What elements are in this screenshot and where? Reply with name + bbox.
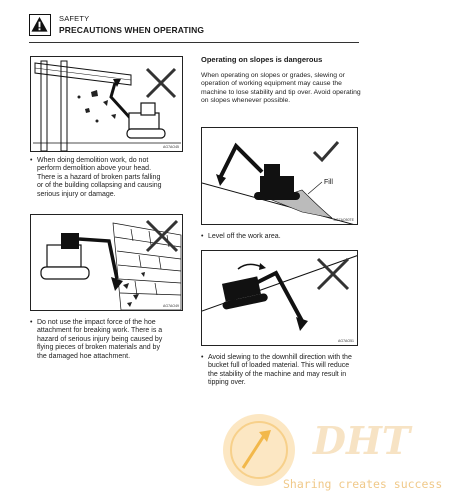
page-header [29,14,359,44]
warning-icon [29,14,51,36]
bullet: • [201,233,204,240]
slewing-downhill-caption: • Avoid slewing to the downhill direction with the bucket full of loaded material. This will reduce the stability of the machine and may result in tipping over. [201,354,352,387]
watermark-brand: DHT [313,418,411,463]
bullet: • [30,319,33,326]
demolition-overhead-figure [30,56,183,152]
slewing-downhill-figure [201,250,358,346]
header-divider [29,42,359,43]
slopes-heading: Operating on slopes is dangerous [201,55,323,64]
bullet: • [201,354,204,361]
section-label: SAFETY [59,14,90,23]
page-title: PRECAUTIONS WHEN OPERATING [59,25,205,35]
slopes-intro: When operating on slopes or grades, slewing or operation of working equipment may cause the machine to lose stability and tip over. Avoid operating on slopes whenever possible. [201,72,361,104]
bullet: • [30,157,33,164]
impact-force-caption: • Do not use the impact force of the hoe attachment for breaking work. There is a hazard of serious injury being caused by flying pieces of broken materials and by the damaged hoe attachment. [30,319,163,360]
watermark-logo-icon [215,410,470,492]
figure-code: AG7AO50TE [333,218,354,222]
figure-code: AG7AO49 [163,304,179,308]
watermark [215,410,470,492]
fill-label: Fill [324,179,333,186]
impact-force-figure [30,214,183,311]
level-work-area-figure [201,127,358,225]
level-work-area-caption: • Level off the work area. [201,233,281,240]
demolition-overhead-caption: • When doing demolition work, do not perform demolition above your head. There is a hazard of broken parts falling or of the building collapsing and causing serious injury or damage. [30,157,162,198]
figure-code: AG7AO51 [338,339,354,343]
watermark-tagline: Sharing creates success [283,477,443,491]
figure-code: AG7AO45 [163,145,179,149]
